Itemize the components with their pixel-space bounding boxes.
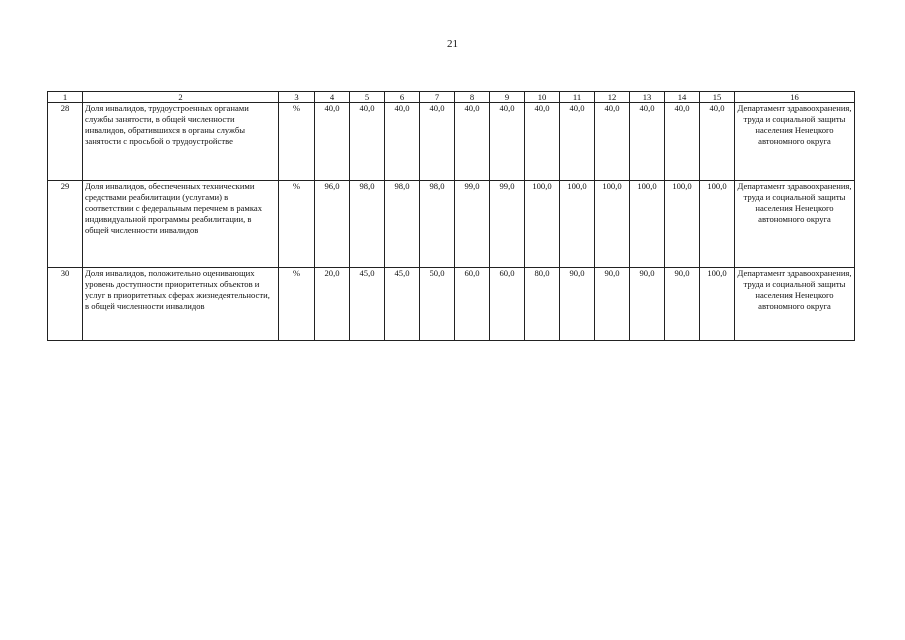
value-cell: 98,0 xyxy=(385,181,420,268)
value-cell: 50,0 xyxy=(420,268,455,341)
value-cell: 100,0 xyxy=(700,268,735,341)
indicators-table xyxy=(47,91,855,341)
value-cell: 40,0 xyxy=(525,103,560,181)
indicator-name: Доля инвалидов, положительно оценивающих уровень доступности приоритетных объектов и услуг в приоритетных сферах жизнедеятельности, в общей численности инвалидов xyxy=(83,268,279,341)
value-cell: 40,0 xyxy=(315,103,350,181)
value-cell: 100,0 xyxy=(700,181,735,268)
table-row xyxy=(48,103,855,181)
value-cell: 100,0 xyxy=(525,181,560,268)
value-cell: 96,0 xyxy=(315,181,350,268)
value-cell: 40,0 xyxy=(630,103,665,181)
column-header: 10 xyxy=(525,92,560,103)
value-cell: 100,0 xyxy=(595,181,630,268)
responsible-cell: Департамент здравоохранения, труда и социальной защиты населения Ненецкого автономного округа xyxy=(735,103,855,181)
column-header: 9 xyxy=(490,92,525,103)
table-row xyxy=(48,181,855,268)
column-header: 11 xyxy=(560,92,595,103)
value-cell: 45,0 xyxy=(350,268,385,341)
row-number: 30 xyxy=(48,268,83,341)
indicator-name: Доля инвалидов, обеспеченных техническими средствами реабилитации (услугами) в соответствии с федеральным перечнем в рамках индивидуальной программы реабилитации, в общей численности инвалидов xyxy=(83,181,279,268)
value-cell: 40,0 xyxy=(700,103,735,181)
value-cell: 99,0 xyxy=(455,181,490,268)
column-header: 1 xyxy=(48,92,83,103)
row-number: 28 xyxy=(48,103,83,181)
value-cell: 45,0 xyxy=(385,268,420,341)
unit-cell: % xyxy=(279,268,315,341)
indicator-name: Доля инвалидов, трудоустроенных органами службы занятости, в общей численности инвалидов, обратившихся в органы службы занятости с просьбой о трудоустройстве xyxy=(83,103,279,181)
column-header: 4 xyxy=(315,92,350,103)
column-header: 5 xyxy=(350,92,385,103)
column-header: 12 xyxy=(595,92,630,103)
value-cell: 90,0 xyxy=(665,268,700,341)
unit-cell: % xyxy=(279,103,315,181)
value-cell: 100,0 xyxy=(665,181,700,268)
column-header: 8 xyxy=(455,92,490,103)
value-cell: 40,0 xyxy=(385,103,420,181)
value-cell: 98,0 xyxy=(420,181,455,268)
value-cell: 40,0 xyxy=(350,103,385,181)
column-header: 14 xyxy=(665,92,700,103)
value-cell: 80,0 xyxy=(525,268,560,341)
value-cell: 100,0 xyxy=(630,181,665,268)
responsible-cell: Департамент здравоохранения, труда и социальной защиты населения Ненецкого автономного округа xyxy=(735,181,855,268)
row-number: 29 xyxy=(48,181,83,268)
value-cell: 90,0 xyxy=(630,268,665,341)
value-cell: 40,0 xyxy=(665,103,700,181)
value-cell: 60,0 xyxy=(490,268,525,341)
value-cell: 40,0 xyxy=(490,103,525,181)
value-cell: 40,0 xyxy=(595,103,630,181)
value-cell: 40,0 xyxy=(560,103,595,181)
column-header: 7 xyxy=(420,92,455,103)
value-cell: 40,0 xyxy=(420,103,455,181)
header-row xyxy=(48,92,855,103)
value-cell: 40,0 xyxy=(455,103,490,181)
value-cell: 98,0 xyxy=(350,181,385,268)
value-cell: 60,0 xyxy=(455,268,490,341)
table-row xyxy=(48,268,855,341)
value-cell: 100,0 xyxy=(560,181,595,268)
column-header: 2 xyxy=(83,92,279,103)
column-header: 16 xyxy=(735,92,855,103)
unit-cell: % xyxy=(279,181,315,268)
column-header: 13 xyxy=(630,92,665,103)
column-header: 3 xyxy=(279,92,315,103)
column-header: 15 xyxy=(700,92,735,103)
page-number: 21 xyxy=(447,38,458,50)
value-cell: 90,0 xyxy=(595,268,630,341)
value-cell: 90,0 xyxy=(560,268,595,341)
column-header: 6 xyxy=(385,92,420,103)
responsible-cell: Департамент здравоохранения, труда и социальной защиты населения Ненецкого автономного округа xyxy=(735,268,855,341)
value-cell: 99,0 xyxy=(490,181,525,268)
value-cell: 20,0 xyxy=(315,268,350,341)
